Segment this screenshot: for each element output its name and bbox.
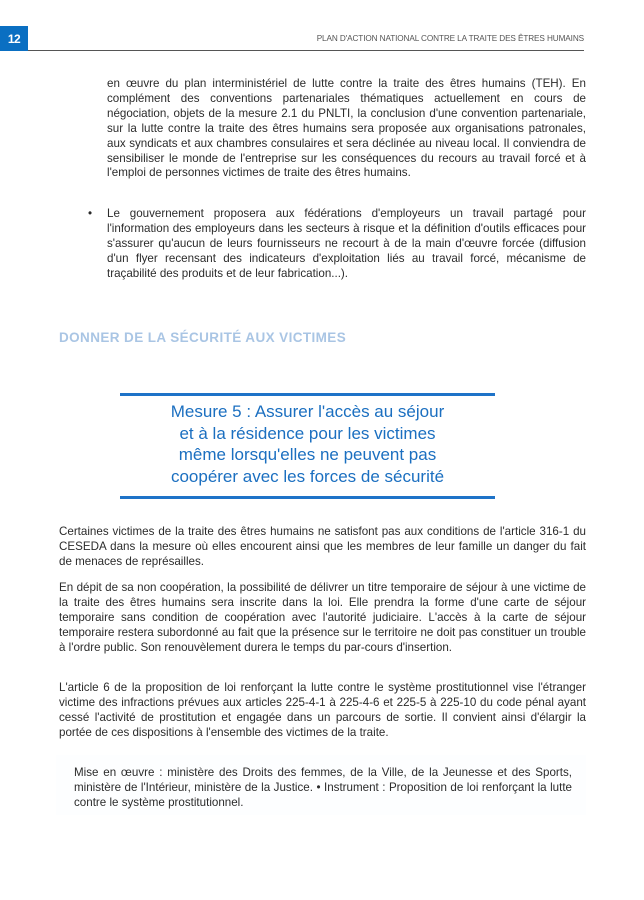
measure-title (120, 401, 495, 487)
running-title: PLAN D'ACTION NATIONAL CONTRE LA TRAITE DES ÊTRES HUMAINS (316, 34, 584, 43)
body-paragraph: L'article 6 de la proposition de loi renforçant la lutte contre le système prostitutionnel vise l'étranger victime des infractions prévues aux articles 225-4-1 à 225-4-6 et 225-5 à 225-10 du code pénal ayant cessé l'activité de prostitution et engagée dans un parcours de sortie. Il convient ainsi d'élargir la portée de ces dispositions à l'ensemble des victimes de la traite. (59, 681, 586, 739)
measure-title-line: Mesure 5 : Assurer l'accès au séjour (170, 402, 445, 421)
body-paragraph: Certaines victimes de la traite des êtres humains ne satisfont pas aux conditions de l'article 316-1 du CESEDA dans la mesure où elles encourent ainsi que les membres de leur famille un danger du fait de menaces de représailles. (59, 525, 586, 568)
measure-top-rule (120, 393, 495, 396)
measure-callout (120, 393, 495, 499)
body-paragraph: En dépit de sa non coopération, la possibilité de délivrer un titre temporaire de séjour à une victime de la traite des êtres humains sera inscrite dans la loi. Elle prendra la forme d'une carte de séjour temporaire sans condition de coopération avec l'autorité judiciaire. L'accès à la carte de séjour temporaire restera subordonné au fait que la présence sur le territoire ne doit pas constituer un trouble à l'ordre public. Son renouvèlement durera le temps du par-cours d'insertion. (59, 581, 586, 654)
page-number: 12 (0, 26, 28, 51)
measure-bottom-rule (120, 496, 495, 499)
implementation-text: Mise en œuvre : ministère des Droits des femmes, de la Ville, de la Jeunesse et des Sports, ministère de l'Intérieur, ministère de la Justice. • Instrument : Proposition de loi renforçant la lutte contre le système prostitutionnel. (74, 766, 572, 809)
page-header (0, 26, 644, 52)
measure-title-line: même lorsqu'elles ne peuvent pas (178, 445, 437, 464)
header-rule (28, 50, 584, 51)
measure-title-line: et à la résidence pour les victimes (179, 423, 436, 443)
section-heading: DONNER DE LA SÉCURITÉ AUX VICTIMES (59, 330, 347, 345)
measure-title-line: coopérer avec les forces de sécurité (170, 466, 445, 486)
bullet-icon: • (88, 207, 93, 220)
continuation-paragraph: en œuvre du plan interministériel de lutte contre la traite des êtres humains (TEH). En complément des conventions partenariales thématiques actuellement en cours de négociation, objets de la mesure 2.1 du PNLTI, la conclusion d'une convention partenariale, sur la lutte contre la traite des êtres humains sera proposée aux organisations patronales, aux syndicats et aux chambres consulaires et sera déclinée au niveau local. Il conviendra de sensibiliser le monde de l'entreprise sur les conséquences du recours au travail forcé et à l'emploi de personnes victimes de traite des êtres humains. (107, 77, 586, 180)
bullet-text: Le gouvernement proposera aux fédérations d'employeurs un travail partagé pour l'information des employeurs dans les secteurs à risque et la définition d'outils efficaces pour s'assurer qu'aucun de leurs fournisseurs ne recourt à de la main d'œuvre forcée (diffusion d'un flyer recensant des indicateurs d'exploitation liés au travail forcé, mécanisme de traçabilité des produits et de leur fabrication...). (107, 207, 586, 280)
implementation-box (56, 755, 586, 815)
